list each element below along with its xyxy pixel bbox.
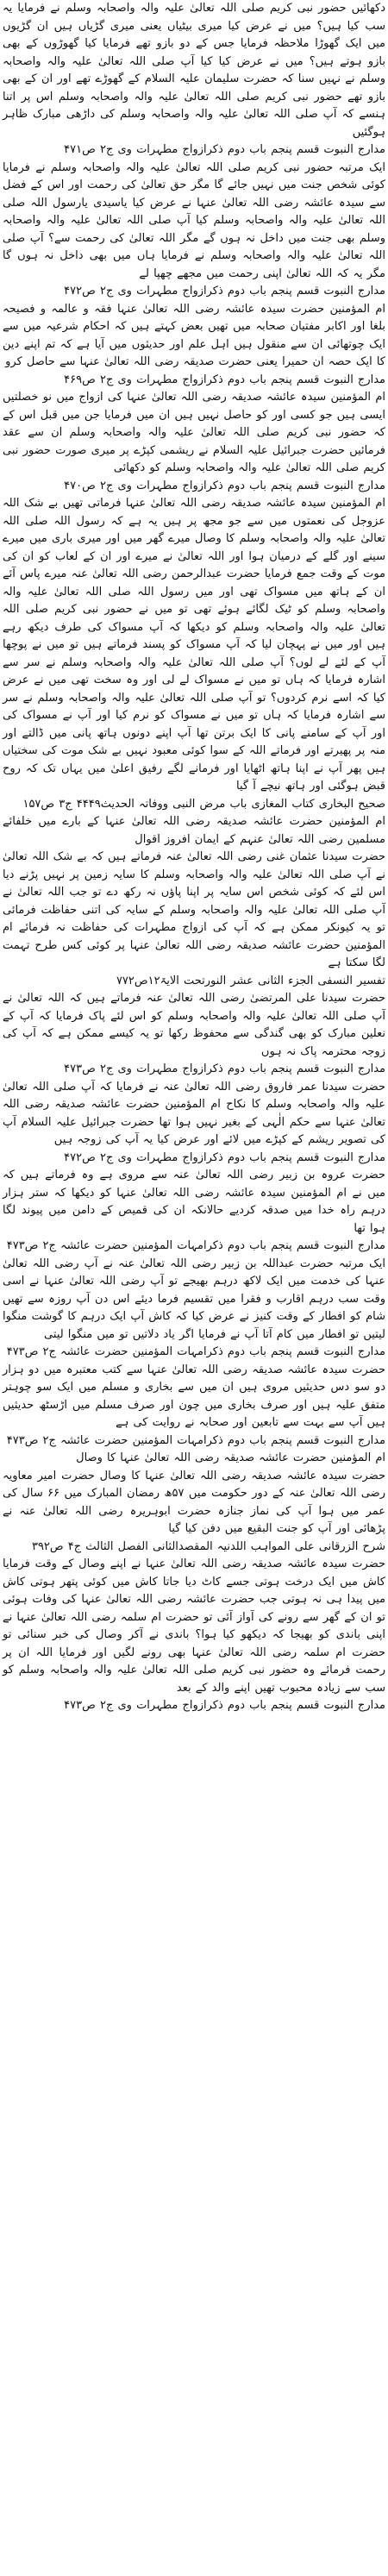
text-paragraph: مدارج النبوت قسم پنجم باب دوم ذکرامہات المؤمنین حضرت عائشہ ج۲ ص۴۷۳ <box>6 1433 385 1447</box>
text-paragraph: مدارج النبوت قسم پنجم باب دوم ذکرازواج مطہرات وی ج۲ ص۴۶۹ <box>64 373 385 386</box>
text-paragraph: ایک مرتبہ حضرت عبداللہ بن زبیر رضی اللہ تعالیٰ عنہ نے آپ رضی اللہ تعالیٰ عنہا کی خدمت میں ایک لاکھ درہم بھیجے تو آپ رضی اللہ تعالیٰ عنہا نے اسی وقت سب درہم اقارب و فقرا میں تقسیم فرما دیئے اس دن آپ روزہ سے تھیں شام کو افطار کے وقت کنیز نے عرض کیا کہ کاش آپ ایک درہم کا گوشت منگوا لیتیں تو افطار میں کام آتا آپ نے فرمایا اگر یاد دلاتیں تو میں منگوا لیتی <box>3 1257 385 1341</box>
text-paragraph: حضرت سیدنا عمر فاروق رضی اللہ تعالیٰ عنہ نے فرمایا کہ آپ صلی اللہ تعالیٰ علیہ والہ واصحابہ وسلم کا نکاح ام المؤمنین حضرت عائشہ صدیقہ رضی اللہ تعالیٰ عنہا سے حکم الٰہی کے بغیر نہیں ہوا تھا حضرت جبرائیل علیہ السلام آپ کی تصویر ریشم کے کپڑے میں لائے اور عرض کیا یہ آپ کی زوجہ ہیں <box>3 1080 385 1146</box>
text-paragraph: مدارج النبوت قسم پنجم باب دوم ذکرامہات المؤمنین حضرت عائشہ ج۲ ص۴۷۳ <box>6 1345 385 1358</box>
text-paragraph: حضرت عروہ بن زبیر رضی اللہ تعالیٰ عنہ سے مروی ہے وہ فرماتے ہیں کہ میں نے ام المؤمنین سیدہ عائشہ رضی اللہ تعالیٰ عنہا کو دیکھا کہ ستر ہزار درہم راہ خدا میں صدقہ کردیے حالانکہ ان کی قمیص کے دامن میں پیوند لگا ہوا تھا <box>3 1169 385 1235</box>
text-paragraph: ام المؤمنین حضرت سیدہ عائشہ رضی اللہ تعالیٰ عنہا فقہ و عالمہ و فصیحہ بلغا اور اکابر مفتیان صحابہ میں تھیں بعض کہتے ہیں کہ احکام شرعیہ میں سے ایک چوتھائی ان سے منقول ہیں اہل علم اور حدیثوں میں آیا ہے کہ تم اپنے دین کا ایک حصہ ان حمیرا یعنی حضرت صدیقہ رضی اللہ تعالیٰ عنہا سے حاصل کرو <box>3 302 385 368</box>
text-paragraph: حضرت سیدہ عائشہ صدیقہ رضی اللہ تعالیٰ عنہا نے اپنے وصال کے وقت فرمایا کاش میں ایک درخت ہوتی جسے کاٹ دیا جاتا کاش میں کوئی پتھر ہوتی کاش میں پیدا ہی نہ ہوتی جب حضرت عائشہ رضی اللہ تعالیٰ عنہا کی وفات ہوئی تو ان کے گھر سے رونے کی آواز آئی تو حضرت ام سلمہ رضی اللہ تعالیٰ عنہا نے اپنی باندی کو بھیجا کہ دیکھو کیا ہوا؟ باندی نے آکر وصال کی خبر سنائی تو حضرت ام سلمہ رضی اللہ تعالیٰ عنہا بھی رونے لگیں اور فرمایا اللہ ان پر رحمت فرمائے وہ حضور نبی کریم صلی اللہ تعالیٰ علیہ والہ واصحابہ وسلم کو سب سے زیادہ محبوب تھیں اپنے والد کے بعد <box>3 1558 385 1695</box>
text-paragraph: ام المؤمنین حضرت عائشہ صدیقہ رضی اللہ تعالیٰ عنہا کے بارے میں خلفائے مسلمین رضی اللہ تعالیٰ عنہم کے ایمان افروز اقوال <box>3 815 385 846</box>
text-paragraph: مدارج النبوت قسم پنجم باب دوم ذکرازواج مطہرات وی ج۲ ص۴۷۰ <box>64 479 385 492</box>
text-paragraph: مدارج النبوت قسم پنجم باب دوم ذکرازواج مطہرات وی ج۲ ص۴۷۲ <box>64 285 385 298</box>
text-paragraph: تفسیر النسفی الجزء الثانی عشر النورتحت الایۃ۱۲ص۷۷۲ <box>116 974 385 987</box>
text-paragraph: مدارج النبوت قسم پنجم باب دوم ذکرازواج مطہرات وی ج۲ ص۴۷۲ <box>64 1150 385 1164</box>
text-paragraph: ایک مرتبہ حضور نبی کریم صلی اللہ تعالیٰ علیہ والہ واصحابہ وسلم نے فرمایا کوئی شخص جنت میں نہیں جائے گا مگر حق تعالیٰ کی رحمت اور اس کے فضل سے سیدہ عائشہ رضی اللہ تعالیٰ عنہا نے عرض کیا یاسیدی یارسول اللہ صلی اللہ تعالیٰ علیہ والہ واصحابہ وسلم کیا آپ صلی اللہ تعالیٰ علیہ والہ واصحابہ وسلم بھی جنت میں داخل نہ ہوں گے مگر اللہ تعالیٰ کی رحمت سے؟ آپ صلی اللہ تعالیٰ علیہ والہ واصحابہ وسلم نے فرمایا ہاں میں بھی داخل نہ ہوں گا مگر یہ کہ اللہ تعالیٰ اپنی رحمت میں مجھے چھپا لے <box>3 160 385 280</box>
text-paragraph: حضرت سیدہ عائشہ صدیقہ رضی اللہ تعالیٰ عنہا سے کتب معتبرہ میں دو ہزار دو سو دس حدیثیں مروی ہیں ان میں سے بخاری و مسلم میں ایک سو چوہتر متفق علیہ ہیں اور صرف بخاری میں چون اور صرف مسلم میں اڑسٹھ حدیثیں ہیں آپ سے بہت سے تابعین اور صحابہ نے روایت کی ہے <box>3 1363 385 1429</box>
text-paragraph: مدارج النبوت قسم پنجم باب دوم ذکرازواج مطہرات وی ج۲ ص۴۷۳ <box>64 1699 385 1712</box>
text-paragraph: مدارج النبوت قسم پنجم باب دوم ذکرازواج مطہرات وی ج۲ ص۴۷۱ <box>64 143 385 156</box>
text-paragraph: مدارج النبوت قسم پنجم باب دوم ذکرازواج مطہرات وی ج۲ ص۴۷۳ <box>64 1062 385 1075</box>
text-paragraph: ام المؤمنین حضرت عائشہ صدیقہ رضی اللہ تعالیٰ عنہا کا وصال <box>76 1451 385 1464</box>
text-paragraph: ام المؤمنین سیدہ عائشہ صدیقہ رضی اللہ تعالیٰ عنہا کی ازواج میں نو خصلتیں ایسی ہیں جو کسی اور کو حاصل نہیں ہیں ان میں فرمایا جن میں قبل اس کے کہ حضور نبی کریم صلی اللہ تعالیٰ علیہ والہ واصحابہ وسلم ان سے عقد فرمائیں حضرت جبرائیل علیہ السلام نے ریشمی کپڑے پر میری صورت حضور نبی کریم صلی اللہ تعالیٰ علیہ والہ واصحابہ وسلم کو دکھائی <box>3 391 385 474</box>
text-paragraph: ام المؤمنین سیدہ عائشہ صدیقہ رضی اللہ تعالیٰ عنہا فرماتی تھیں بے شک اللہ عزوجل کی نعمتوں میں سے جو مجھ پر ہیں یہ ہے کہ رسول اللہ صلی اللہ تعالیٰ علیہ والہ واصحابہ وسلم کا وصال میرے گھر میں اور میری باری میں میرے سینے اور گلے کے درمیان ہوا اور اللہ تعالیٰ نے میرے اور ان کے لعاب کو ان کی موت کے وقت جمع فرمایا حضرت عبدالرحمن رضی اللہ تعالیٰ عنہ میرے پاس آئے ان کے ہاتھ میں مسواک تھی اور میں رسول اللہ صلی اللہ تعالیٰ علیہ والہ واصحابہ وسلم کو ٹیک لگائے ہوئے تھی تو میں نے حضور نبی کریم صلی اللہ تعالیٰ علیہ والہ واصحابہ وسلم کو دیکھا کہ آپ مسواک کی طرف دیکھ رہے ہیں اور میں نے پہچان لیا کہ آپ مسواک کو پسند فرماتے ہیں تو میں نے پوچھا آپ کے لئے لے لوں؟ آپ صلی اللہ تعالیٰ علیہ والہ واصحابہ وسلم نے سر سے اشارہ فرمایا کہ ہاں تو میں نے مسواک لے لی اور وہ سخت تھی میں نے عرض کیا کہ اسے نرم کردوں؟ تو آپ صلی اللہ تعالیٰ علیہ والہ واصحابہ وسلم نے سر سے اشارہ فرمایا کہ ہاں تو میں نے مسواک کو نرم کیا اور آپ نے مسواک کی اور آپ کے سامنے پانی کا ایک برتن تھا آپ اپنے دونوں ہاتھ پانی میں ڈالتے اور منہ پر پھیرتے اور فرماتے اللہ کے سوا کوئی معبود نہیں بے شک موت کی سختیاں ہیں پھر آپ نے اپنا ہاتھ اٹھایا اور فرمانے لگے رفیق اعلیٰ میں یہاں تک کہ روح قبض ہوگئی اور ہاتھ نیچے آ گیا <box>3 497 385 793</box>
text-paragraph: دکھائیں حضور نبی کریم صلی اللہ تعالیٰ علیہ والہ واصحابہ وسلم نے فرمایا یہ سب کیا ہیں؟ میں نے عرض کیا میری بیٹیاں یعنی میری گڑیاں ہیں ان گڑیوں میں ایک گھوڑا ملاحظہ فرمایا جس کے دو بازو تھے فرمایا کیا گھوڑوں کے بھی بازو ہوتے ہیں؟ میں نے عرض کیا کیا آپ صلی اللہ تعالیٰ علیہ والہ واصحابہ وسلم نے نہیں سنا کہ حضرت سلیمان علیہ السلام کے گھوڑے تھے اور ان کے بھی بازو تھے حضور نبی کریم صلی اللہ تعالیٰ علیہ والہ واصحابہ وسلم اس پر اتنا ہنسے کہ آپ صلی اللہ تعالیٰ علیہ والہ واصحابہ وسلم کی داڑھی مبارک ظاہر ہوگئیں <box>3 2 385 139</box>
text-paragraph: حضرت سیدہ عائشہ صدیقہ رضی اللہ تعالیٰ عنہا کا وصال حضرت امیر معاویہ رضی اللہ تعالیٰ عنہ کے دور حکومت میں ۵۷ھ رمضان المبارک میں ۶۶ سال کی عمر میں ہوا آپ کی نماز جنازہ حضرت ابوہریرہ رضی اللہ تعالیٰ عنہ نے پڑھائی اور آپ کو جنت البقیع میں دفن کیا گیا <box>3 1469 385 1535</box>
text-paragraph: حضرت سیدنا علی المرتضیٰ رضی اللہ تعالیٰ عنہ فرماتے ہیں کہ اللہ تعالیٰ نے آپ صلی اللہ تعالیٰ علیہ والہ واصحابہ وسلم کو اس لئے پاک فرمایا کہ آپ کے نعلین مبارک کو بھی گندگی سے محفوظ رکھا تو یہ کیسے ممکن ہے کہ آپ کی زوجہ محترمہ پاک نہ ہوں <box>3 992 385 1058</box>
text-paragraph: مدارج النبوت قسم پنجم باب دوم ذکرامہات المؤمنین حضرت عائشہ ج۲ ص۴۷۳ <box>6 1239 385 1252</box>
text-paragraph: حضرت سیدنا عثمان غنی رضی اللہ تعالیٰ عنہ فرماتے ہیں کہ بے شک اللہ تعالیٰ نے آپ صلی اللہ تعالیٰ علیہ والہ واصحابہ وسلم کا سایہ زمین پر نہیں پڑنے دیا اس لئے کہ کوئی شخص اس سایہ پر اپنا پاؤں نہ رکھ دے تو جب اللہ تعالیٰ نے آپ صلی اللہ تعالیٰ علیہ والہ واصحابہ وسلم کے سایہ کی اتنی حفاظت فرمائی تو یہ کیونکر ممکن ہے کہ آپ کی ازواج مطہرات کی حفاظت نہ فرمائے ام المؤمنین حضرت عائشہ صدیقہ رضی اللہ تعالیٰ عنہا پر کوئی کس طرح تہمت لگا سکتا ہے <box>3 850 385 969</box>
text-paragraph: شرح الزرقانی علی المواہب اللدنیہ المقصدالثانی الفصل الثالث ج۴ ص۳۹۲ <box>31 1539 385 1553</box>
text-paragraph: صحیح البخاری کتاب المغازی باب مرض النبی ووفاتہ الحدیث۴۴۴۹ ج۳ ص۱۵۷ <box>22 797 385 811</box>
